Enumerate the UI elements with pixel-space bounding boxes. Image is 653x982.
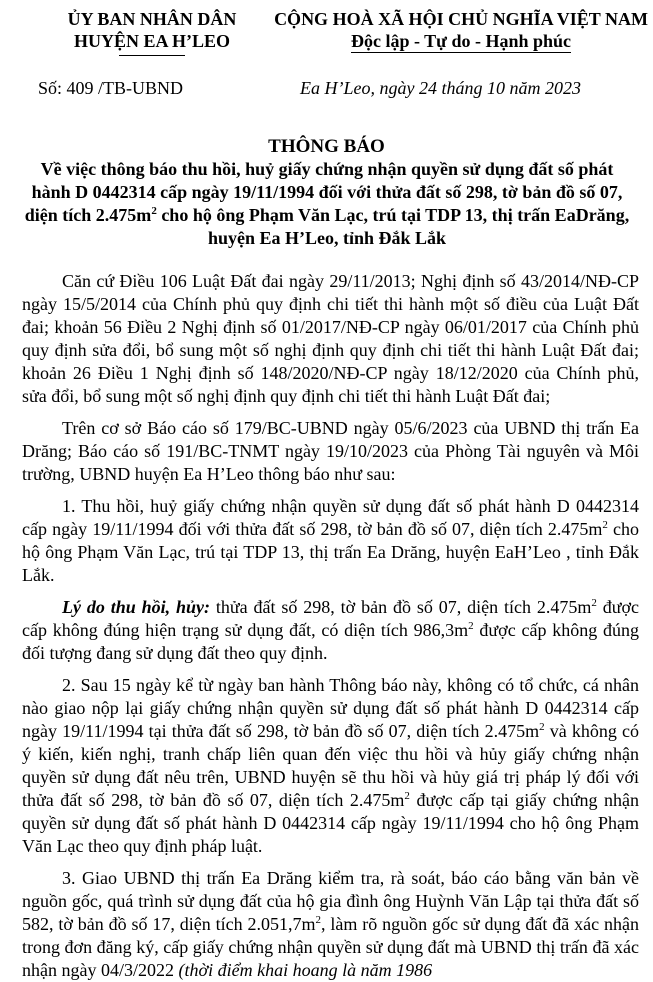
subject-text-2: cho hộ ông Phạm Văn Lạc, trú tại TDP 13, thị trấn EaDrăng, huyện Ea H’Leo, tỉnh Đắk Lắk [156,205,630,248]
item-2-text-c: được cấp tại giấy chứng nhận quyền sử dụng đất số phát hành D 0442314 cấp ngày 19/11/1994 cho hộ ông Phạm Văn Lạc theo quy định pháp luật. [22,790,639,856]
national-heading [272,8,650,53]
reason-label: Lý do thu hồi, hủy: [62,597,211,617]
item-1-sup: 2 [602,519,608,531]
legal-basis-paragraph: Căn cứ Điều 106 Luật Đất đai ngày 29/11/2013; Nghị định số 43/2014/NĐ-CP ngày 15/5/2014 của Chính phủ quy định chi tiết thi hành một số điều của Luật Đất đai; khoản 56 Điều 2 Nghị định số 01/2017/NĐ-CP ngày 06/01/2017 của Chính phủ quy định sửa đổi, bổ sung một số nghị định quy định chi tiết thi hành Luật Đất đai; khoản 26 Điều 1 Nghị định số 148/2020/NĐ-CP ngày 18/12/2020 của Chính phủ, sửa đổi, bổ sung một số nghị định quy định chi tiết thi hành Luật Đất đai; [22,271,639,406]
item-3-italic: (thời điểm khai hoang là năm 1986 [178,960,433,980]
reports-paragraph: Trên cơ sở Báo cáo số 179/BC-UBND ngày 05/6/2023 của UBND thị trấn Ea Drăng; Báo cáo số 191/BC-TNMT ngày 19/10/2023 của Phòng Tài nguyên và Môi trường, UBND huyện Ea H’Leo thông báo như sau: [22,418,639,484]
reason-sup-2: 2 [468,620,474,632]
item-2-text-b: và không có ý kiến, kiến nghị, tranh chấp liên quan đến việc thu hồi và hủy giấy chứng nhận quyền sử dụng đất nêu trên, UBND huyện sẽ thu hồi và hủy giá trị pháp lý đối với thửa đất số 298, tờ bản đồ số 07, diện tích 2.475m [22,721,639,810]
item-3-text-a: 3. Giao UBND thị trấn Ea Drăng kiểm tra, rà soát, báo cáo bằng văn bản về nguồn gốc, quá trình sử dụng đất của hộ gia đình ông Huỳnh Văn Lập tại thửa đất số 582, tờ bản đồ số 17, diện tích 2.051,7m [22,868,639,934]
agency-underline [119,55,185,56]
document-title: THÔNG BÁO [268,136,385,157]
reason-paragraph [22,596,639,665]
item-1-text-b: cho hộ ông Phạm Văn Lạc, trú tại TDP 13, thị trấn Ea Drăng, huyện EaH’Leo , tỉnh Đắk Lắk. [22,519,639,585]
item-2-sup-2: 2 [404,790,410,802]
item-3-paragraph [22,867,639,982]
item-2-paragraph [22,674,639,858]
reason-sup-1: 2 [591,597,597,609]
national-motto: Độc lập - Tự do - Hạnh phúc [350,31,572,51]
item-2-text-a: 2. Sau 15 ngày kể từ ngày ban hành Thông báo này, không có tổ chức, cá nhân nào giao nộp lại giấy chứng nhận quyền sử dụng đất số phát hành D 0442314 cấp ngày 19/11/1994 tại thửa đất số 298, tờ bản đồ số 07, diện tích 2.475m [22,675,639,741]
nation-name: CỘNG HOÀ XÃ HỘI CHỦ NGHĨA VIỆT NAM [274,9,648,29]
document-number: Số: 409 /TB-UBND [38,78,184,98]
reason-text-c: được cấp không đúng đối tượng đang sử dụng đất theo quy định. [22,620,639,663]
document-date: Ea H’Leo, ngày 24 tháng 10 năm 2023 [300,78,581,98]
issuing-agency [52,8,252,56]
item-1-paragraph [22,495,639,587]
item-1-text-a: 1. Thu hồi, huỷ giấy chứng nhận quyền sử dụng đất số phát hành D 0442314 cấp ngày 19/11/1994 đối với thửa đất số 298, tờ bản đồ số 07, diện tích 2.475m [22,496,639,539]
agency-line-1: ỦY BAN NHÂN DÂN [67,9,237,29]
item-2-sup-1: 2 [539,721,545,733]
subject-superscript: 2 [151,205,157,217]
item-3-text-b: , làm rõ nguồn gốc sử dụng đất đã xác nhận trong đơn đăng ký, cấp giấy chứng nhận quyền sử dụng đất mà UBND thị trấn đã xác nhận ngày 04/3/2022 [22,914,639,980]
item-3-sup: 2 [315,914,322,926]
reason-text-a: thửa đất số 298, tờ bản đồ số 07, diện tích 2.475m [210,597,592,617]
subject-text-1: Về việc thông báo thu hồi, huỷ giấy chứng nhận quyền sử dụng đất số phát hành D 0442314 cấp ngày 19/11/1994 đối với thửa đất số 298, tờ bản đồ số 07, diện tích 2.475m [24,159,623,225]
agency-line-2: HUYỆN EA H’LEO [73,31,231,51]
document-body [22,270,639,982]
reason-text-b: được cấp không đúng hiện trạng sử dụng đất, có diện tích 986,3m [22,597,639,640]
document-subject [22,158,632,250]
